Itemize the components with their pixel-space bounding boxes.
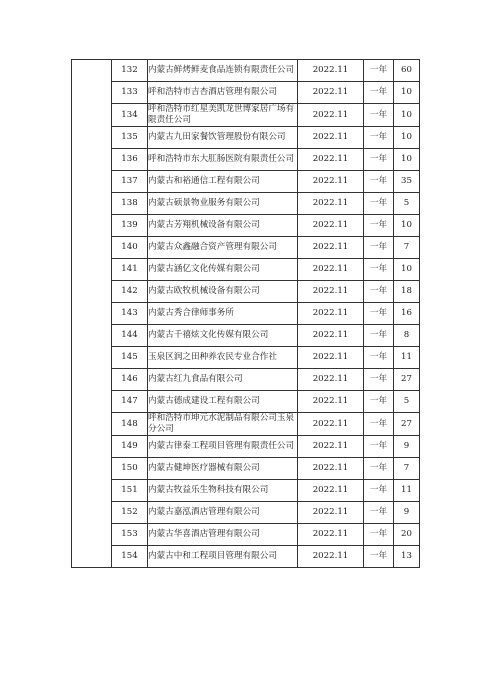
table-row [72, 127, 420, 149]
company-name: 玉泉区润之田种养农民专业合作社 [148, 347, 298, 369]
start-date: 2022.11 [298, 171, 364, 193]
start-date: 2022.11 [298, 149, 364, 171]
start-date: 2022.11 [298, 325, 364, 347]
start-date: 2022.11 [298, 347, 364, 369]
table-row [72, 237, 420, 259]
row-number: 142 [112, 281, 148, 303]
table-row [72, 369, 420, 391]
row-number: 138 [112, 193, 148, 215]
company-name: 内蒙古华喜酒店管理有限公司 [148, 524, 298, 546]
headcount: 5 [394, 391, 420, 413]
start-date: 2022.11 [298, 82, 364, 104]
table-row [72, 502, 420, 524]
company-name: 内蒙古德成建设工程有限公司 [148, 391, 298, 413]
headcount: 9 [394, 502, 420, 524]
headcount: 10 [394, 215, 420, 237]
company-name: 内蒙古九田家餐饮管理股份有限公司 [148, 127, 298, 149]
headcount: 11 [394, 347, 420, 369]
row-number: 141 [112, 259, 148, 281]
company-name: 呼和浩特市东大肛肠医院有限责任公司 [148, 149, 298, 171]
start-date: 2022.11 [298, 259, 364, 281]
term-length: 一年 [364, 127, 394, 149]
start-date: 2022.11 [298, 524, 364, 546]
table-row [72, 436, 420, 458]
company-name: 呼和浩特市吉杏酒店管理有限公司 [148, 82, 298, 104]
term-length: 一年 [364, 436, 394, 458]
term-length: 一年 [364, 60, 394, 82]
start-date: 2022.11 [298, 127, 364, 149]
term-length: 一年 [364, 82, 394, 104]
term-length: 一年 [364, 413, 394, 436]
row-number: 151 [112, 480, 148, 502]
start-date: 2022.11 [298, 303, 364, 325]
row-number: 153 [112, 524, 148, 546]
term-length: 一年 [364, 104, 394, 127]
headcount: 11 [394, 480, 420, 502]
row-number: 132 [112, 60, 148, 82]
company-name: 内蒙古秀合律师事务所 [148, 303, 298, 325]
table-row [72, 215, 420, 237]
table-row [72, 149, 420, 171]
row-number: 154 [112, 546, 148, 568]
start-date: 2022.11 [298, 104, 364, 127]
term-length: 一年 [364, 171, 394, 193]
start-date: 2022.11 [298, 60, 364, 82]
term-length: 一年 [364, 281, 394, 303]
company-name: 内蒙古和裕通信工程有限公司 [148, 171, 298, 193]
company-name: 内蒙古欧牧机械设备有限公司 [148, 281, 298, 303]
company-name: 内蒙古中和工程项目管理有限公司 [148, 546, 298, 568]
table-row [72, 391, 420, 413]
company-name: 呼和浩特市红星美凯龙世博家居广场有限责任公司 [148, 104, 298, 127]
table-row [72, 546, 420, 568]
headcount: 7 [394, 458, 420, 480]
headcount: 18 [394, 281, 420, 303]
start-date: 2022.11 [298, 546, 364, 568]
company-name: 内蒙古律泰工程项目管理有限责任公司 [148, 436, 298, 458]
term-length: 一年 [364, 259, 394, 281]
table-row [72, 281, 420, 303]
row-number: 145 [112, 347, 148, 369]
row-number: 137 [112, 171, 148, 193]
row-number: 152 [112, 502, 148, 524]
term-length: 一年 [364, 391, 394, 413]
start-date: 2022.11 [298, 237, 364, 259]
headcount: 10 [394, 127, 420, 149]
table-row [72, 259, 420, 281]
headcount: 10 [394, 104, 420, 127]
row-number: 133 [112, 82, 148, 104]
table-row [72, 325, 420, 347]
row-number: 144 [112, 325, 148, 347]
term-length: 一年 [364, 237, 394, 259]
term-length: 一年 [364, 546, 394, 568]
company-name: 内蒙古涵亿文化传媒有限公司 [148, 259, 298, 281]
start-date: 2022.11 [298, 480, 364, 502]
company-name: 内蒙古红九食品有限公司 [148, 369, 298, 391]
company-name: 内蒙古牧益乐生物科技有限公司 [148, 480, 298, 502]
table-row [72, 413, 420, 436]
table-row [72, 524, 420, 546]
headcount: 16 [394, 303, 420, 325]
start-date: 2022.11 [298, 391, 364, 413]
table-row [72, 347, 420, 369]
term-length: 一年 [364, 215, 394, 237]
row-number: 135 [112, 127, 148, 149]
headcount: 5 [394, 193, 420, 215]
start-date: 2022.11 [298, 413, 364, 436]
company-name: 呼和浩特市坤元水泥制品有限公司玉泉分公司 [148, 413, 298, 436]
company-name: 内蒙古鲜烤鲜麦食品连锁有限责任公司 [148, 60, 298, 82]
row-number: 139 [112, 215, 148, 237]
term-length: 一年 [364, 347, 394, 369]
row-number: 147 [112, 391, 148, 413]
start-date: 2022.11 [298, 369, 364, 391]
table-row [72, 104, 420, 127]
row-number: 146 [112, 369, 148, 391]
headcount: 60 [394, 60, 420, 82]
row-number: 140 [112, 237, 148, 259]
start-date: 2022.11 [298, 281, 364, 303]
company-name: 内蒙古硕景物业服务有限公司 [148, 193, 298, 215]
row-number: 149 [112, 436, 148, 458]
enterprise-table [71, 59, 420, 568]
company-name: 内蒙古众鑫融合资产管理有限公司 [148, 237, 298, 259]
row-number: 134 [112, 104, 148, 127]
company-name: 内蒙古嘉泓酒店管理有限公司 [148, 502, 298, 524]
table-row [72, 458, 420, 480]
table-row [72, 193, 420, 215]
merged-category-cell [72, 60, 112, 568]
headcount: 13 [394, 546, 420, 568]
table-row [72, 171, 420, 193]
headcount: 8 [394, 325, 420, 347]
table-row [72, 480, 420, 502]
table-row [72, 60, 420, 82]
headcount: 27 [394, 413, 420, 436]
row-number: 150 [112, 458, 148, 480]
term-length: 一年 [364, 502, 394, 524]
headcount: 27 [394, 369, 420, 391]
start-date: 2022.11 [298, 458, 364, 480]
term-length: 一年 [364, 149, 394, 171]
headcount: 9 [394, 436, 420, 458]
company-name: 内蒙古芳翔机械设备有限公司 [148, 215, 298, 237]
term-length: 一年 [364, 303, 394, 325]
headcount: 10 [394, 149, 420, 171]
term-length: 一年 [364, 524, 394, 546]
start-date: 2022.11 [298, 436, 364, 458]
table-body [72, 60, 420, 568]
headcount: 10 [394, 82, 420, 104]
row-number: 143 [112, 303, 148, 325]
company-name: 内蒙古千禧炫文化传媒有限公司 [148, 325, 298, 347]
table-row [72, 303, 420, 325]
headcount: 35 [394, 171, 420, 193]
term-length: 一年 [364, 480, 394, 502]
headcount: 20 [394, 524, 420, 546]
headcount: 10 [394, 259, 420, 281]
start-date: 2022.11 [298, 215, 364, 237]
term-length: 一年 [364, 193, 394, 215]
start-date: 2022.11 [298, 193, 364, 215]
start-date: 2022.11 [298, 502, 364, 524]
term-length: 一年 [364, 325, 394, 347]
term-length: 一年 [364, 458, 394, 480]
row-number: 148 [112, 413, 148, 436]
term-length: 一年 [364, 369, 394, 391]
company-name: 内蒙古健坤医疗器械有限公司 [148, 458, 298, 480]
row-number: 136 [112, 149, 148, 171]
headcount: 7 [394, 237, 420, 259]
table-row [72, 82, 420, 104]
